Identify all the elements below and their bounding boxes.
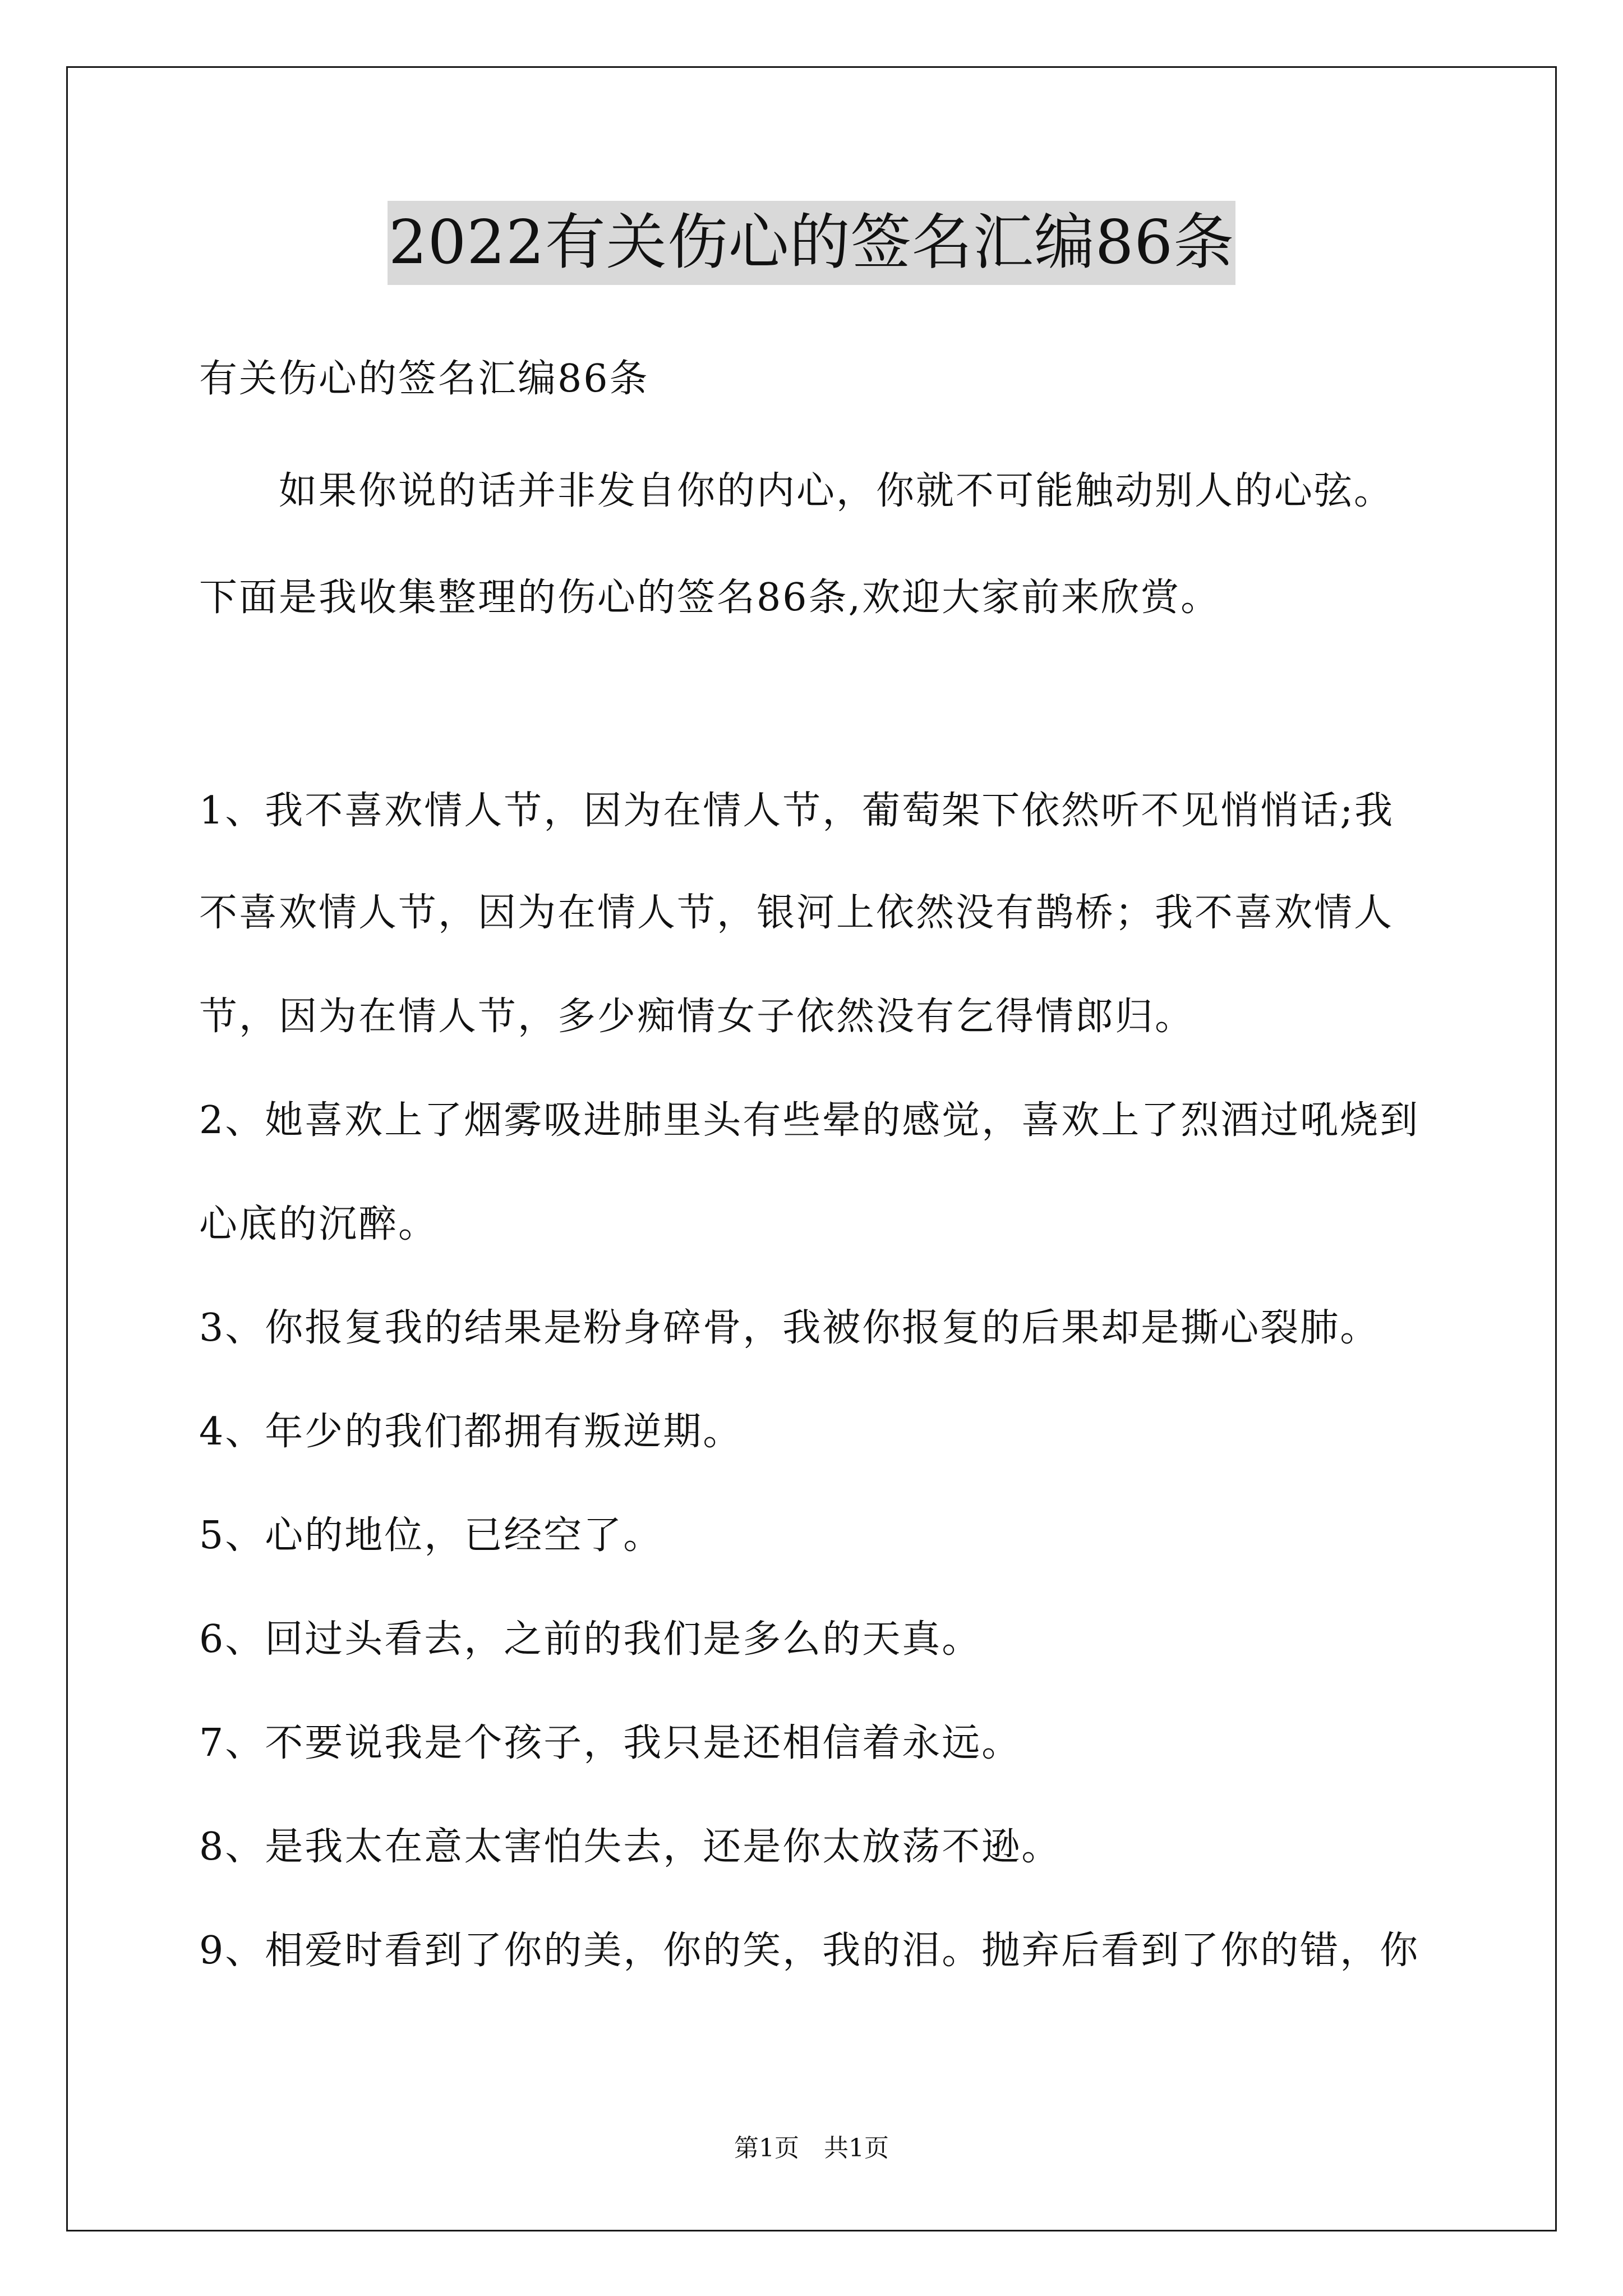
body-line: 8、是我太在意太害怕失去，还是你太放荡不逊。 (199, 1825, 1062, 1869)
subtitle-line: 有关伤心的签名汇编86条 (199, 357, 649, 401)
body-line: 7、不要说我是个孩子，我只是还相信着永远。 (199, 1721, 1022, 1765)
body-line: 3、你报复我的结果是粉身碎骨，我被你报复的后果却是撕心裂肺。 (199, 1306, 1380, 1350)
body-line: 心底的沉醉。 (199, 1202, 439, 1246)
body-line: 5、心的地位，已经空了。 (199, 1513, 663, 1558)
page-number-footer: 第1页 共1页 (734, 2134, 889, 2162)
body-line: 不喜欢情人节，因为在情人节，银河上依然没有鹊桥；我不喜欢情人 (199, 891, 1394, 935)
body-line: 6、回过头看去，之前的我们是多么的天真。 (199, 1617, 982, 1662)
intro-line-2: 下面是我收集整理的伤心的签名86条,欢迎大家前来欣赏。 (199, 576, 1221, 620)
body-line: 9、相爱时看到了你的美，你的笑，我的泪。抛弃后看到了你的错，你 (199, 1929, 1420, 1973)
intro-line-1: 如果你说的话并非发自你的内心，你就不可能触动别人的心弦。 (199, 469, 1394, 513)
body-line: 1、我不喜欢情人节，因为在情人节，葡萄架下依然听不见悄悄话;我 (199, 789, 1395, 833)
title-container (0, 201, 1623, 285)
body-line: 2、她喜欢上了烟雾吸进肺里头有些晕的感觉，喜欢上了烈酒过吼烧到 (199, 1098, 1420, 1143)
body-line: 4、年少的我们都拥有叛逆期。 (199, 1410, 743, 1454)
body-line: 节，因为在情人节，多少痴情女子依然没有乞得情郎归。 (199, 995, 1195, 1039)
document-title: 2022有关伤心的签名汇编86条 (388, 201, 1235, 285)
